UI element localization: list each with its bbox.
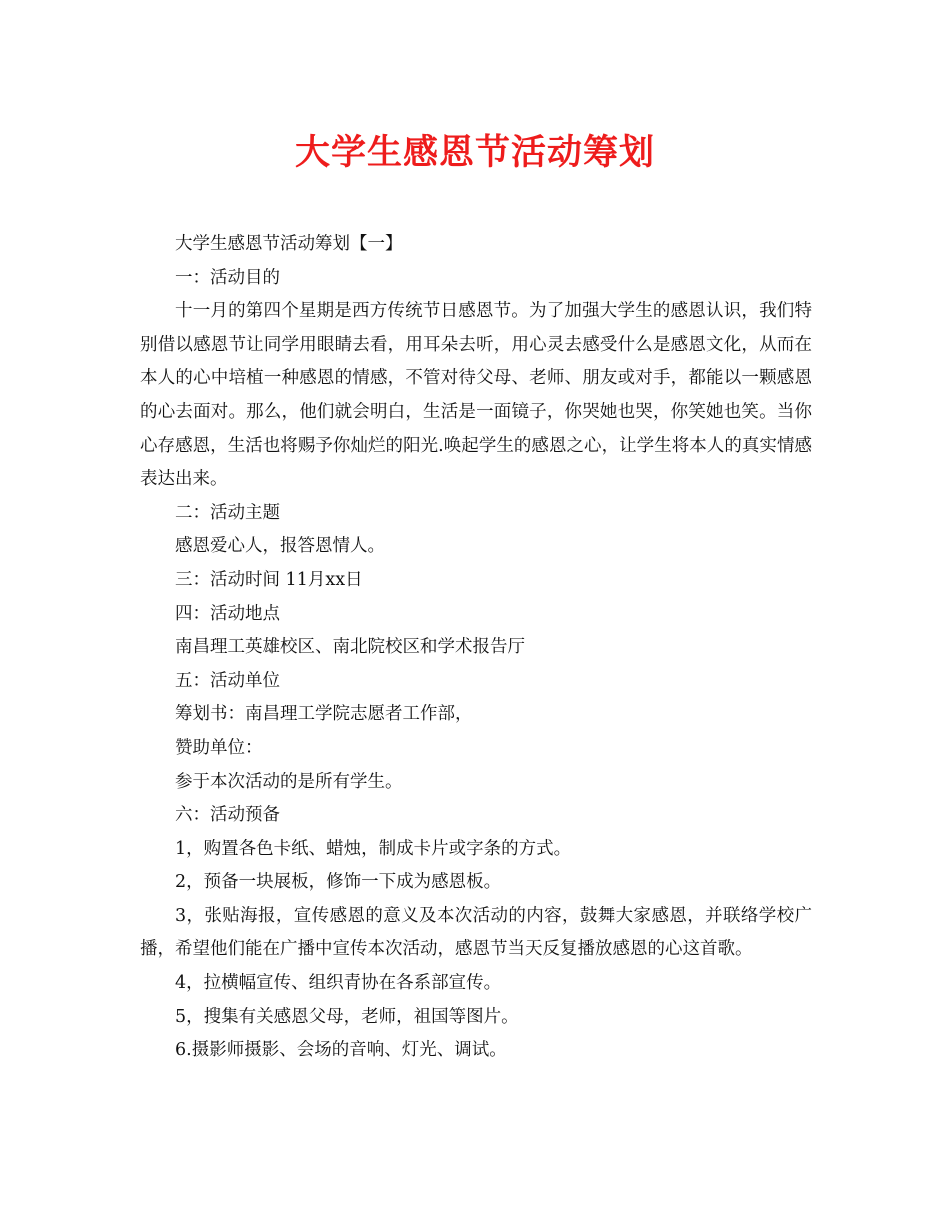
section-heading: 大学生感恩节活动筹划【一】	[175, 234, 403, 254]
section-heading: 四：活动地点	[175, 603, 280, 624]
list-item: 6.摄影师摄影、会场的音响、灯光、调试。	[175, 1040, 507, 1061]
paragraph: 感恩爱心人，报答恩情人。	[175, 536, 385, 557]
list-item: 2，预备一块展板，修饰一下成为感恩板。	[175, 872, 502, 893]
section-heading: 五：活动单位	[175, 670, 280, 691]
list-item: 5，搜集有关感恩父母，老师，祖国等图片。	[175, 1006, 519, 1027]
paragraph: 参于本次活动的是所有学生。	[175, 771, 403, 792]
section-heading: 三：活动时间 11月xx日	[175, 569, 363, 590]
document-title: 大学生感恩节活动筹划	[294, 132, 655, 173]
section-heading: 二：活动主题	[175, 502, 280, 523]
paragraph: 南昌理工英雄校区、南北院校区和学术报告厅	[175, 637, 525, 658]
paragraph: 十一月的第四个星期是西方传统节日感恩节。为了加强大学生的感恩认识，我们特别借以感恩节让同学用眼睛去看，用耳朵去听，用心灵去感受什么是感恩文化，从而在本人的心中培植一种感恩的情感，不管对待父母、老师、朋友或对手，都能以一颗感恩的心去面对。那么，他们就会明白，生活是一面镜子，你哭她也哭，你笑她也笑。当你心存感恩，生活也将赐予你灿烂的阳光.唤起学生的感恩之心，让学生将本人的真实情感表达出来。	[140, 301, 812, 490]
section-heading: 一：活动目的	[175, 267, 280, 288]
paragraph: 赞助单位：	[175, 737, 263, 758]
section-heading: 六：活动预备	[175, 805, 280, 826]
paragraph: 筹划书：南昌理工学院志愿者工作部，	[175, 704, 473, 725]
list-item: 3，张贴海报，宣传感恩的意义及本次活动的内容，鼓舞大家感恩，并联络学校广播，希望他们能在广播中宣传本次活动，感恩节当天反复播放感恩的心这首歌。	[140, 905, 812, 960]
list-item: 1，购置各色卡纸、蜡烛，制成卡片或字条的方式。	[175, 838, 572, 859]
list-item: 4，拉横幅宣传、组织青协在各系部宣传。	[175, 973, 502, 994]
document-body	[140, 228, 812, 1068]
